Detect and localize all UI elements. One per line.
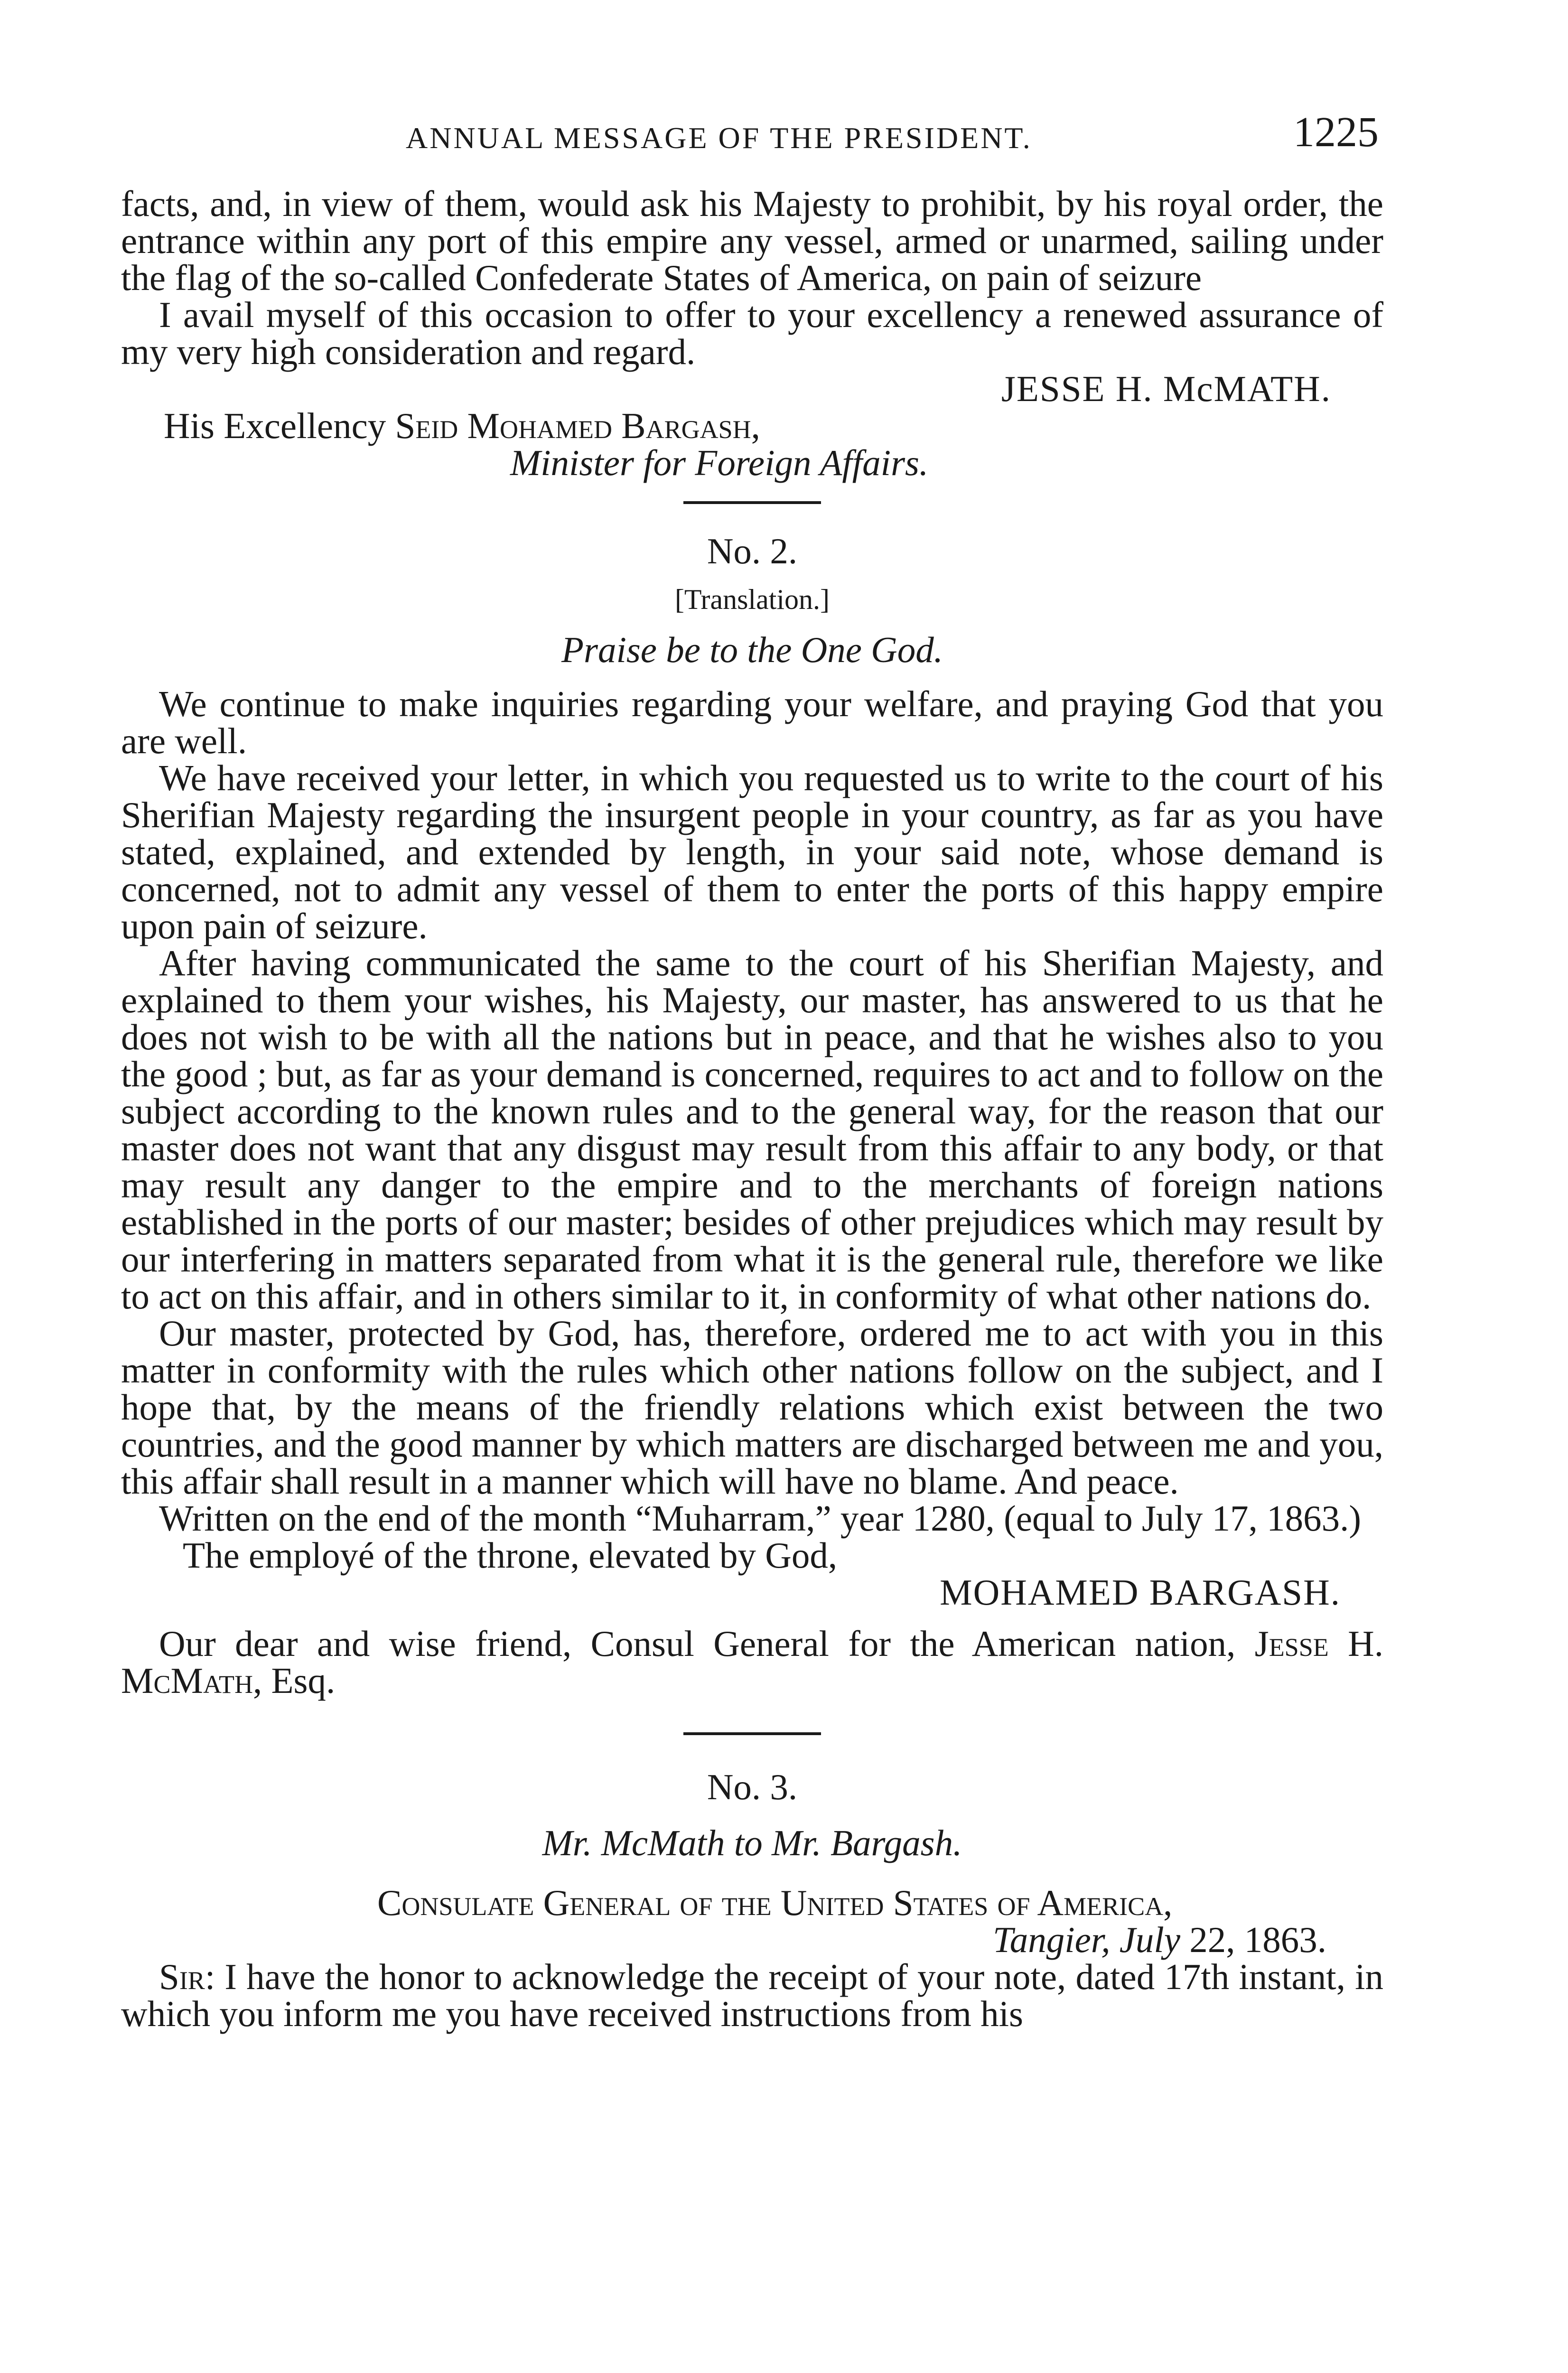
- letter-1-paragraph-2: I avail myself of this occasion to offer to your excellency a renewed assurance of my very high consideration and regard.: [121, 294, 1383, 372]
- letter-1-paragraph-1: facts, and, in view of them, would ask his Majesty to prohibit, by his royal order, the entrance within any port of this empire any vessel, armed or unarmed, sailing under the flag of the so-called Confederate States of America, on pain of seizure: [121, 183, 1383, 298]
- invocation: Praise be to the One God.: [561, 629, 943, 670]
- addressee-role: Minister for Foreign Affairs.: [510, 442, 929, 483]
- salutation: Sir:: [159, 1956, 215, 1997]
- addressee-name: Seid Mohamed Bargash,: [395, 405, 760, 446]
- document-3-date: [121, 1921, 1383, 1958]
- letter-1-addressee: [164, 407, 1383, 444]
- document-3-heading: Consulate General of the United States of America,: [377, 1882, 1173, 1923]
- document-3: [121, 1768, 1383, 2032]
- document-3-paragraph-1: [121, 1958, 1383, 2032]
- section-divider-2: [683, 1732, 821, 1735]
- document-2-paragraph-2: We have received your letter, in which you requested us to write to the court of his Sherifian Majesty regarding the insurgent people in your country, as far as you have stated, explained, and extended by length, in your said note, whose demand is concerned, not to admit any vessel of them to enter the ports of this happy empire upon pain of seizure.: [121, 757, 1383, 946]
- recipient-name-last: H. McMath,: [121, 1623, 1383, 1701]
- document-3-body: I have the honor to acknowledge the receipt of your note, dated 17th instant, in which you inform me you have received instructions from his: [121, 1956, 1383, 2034]
- document-3-title: Mr. McMath to Mr. Bargash.: [542, 1822, 962, 1863]
- translation-label: [Translation.]: [674, 584, 830, 615]
- document-2-paragraph-1: We continue to make inquiries regarding your welfare, and praying God that you are well.: [121, 683, 1383, 761]
- document-2-recipient: [121, 1625, 1383, 1699]
- recipient-name-first: Jesse: [1254, 1623, 1329, 1664]
- addressee-prefix: His Excellency: [164, 405, 386, 446]
- recipient-text: Our dear and wise friend, Consul General for the American nation,: [159, 1623, 1236, 1664]
- date-rest: 22, 1863.: [1189, 1919, 1326, 1960]
- recipient-suffix: Esq.: [271, 1660, 336, 1701]
- document-3-number: No. 3.: [707, 1766, 798, 1807]
- date-month: July: [1119, 1919, 1180, 1960]
- document-2: [121, 533, 1383, 1699]
- document-2-paragraph-3: After having communicated the same to the court of his Sherifian Majesty, and explained to them your wishes, his Majesty, our master, has answered to us that he does not wish to be with all the nations but in peace, and that he wishes also to you the good ; but, as far as your demand is concerned, requires to act and to follow on the subject according to the known rules and to the general way, for the reason that our master does not want that any disgust may result from this affair to any body, or that may result any danger to the empire and to the merchants of foreign nations established in the ports of our master; besides of other prejudices which may result by our interfering in matters separated from what it is the general rule, therefore we like to act on this affair, and in others similar to it, in conformity of what other nations do.: [121, 943, 1383, 1317]
- document-2-number: No. 2.: [707, 531, 798, 571]
- page-header: [121, 109, 1383, 185]
- letter-1: [121, 185, 1383, 481]
- document-2-closing: The employé of the throne, elevated by God,: [183, 1535, 838, 1576]
- document-2-paragraph-5: Written on the end of the month “Muharram,” year 1280, (equal to July 17, 1863.): [159, 1498, 1361, 1539]
- section-divider-1: [683, 501, 821, 504]
- date-place: Tangier,: [992, 1919, 1111, 1960]
- letter-1-signature: JESSE H. McMATH.: [1001, 368, 1331, 409]
- document-2-paragraph-4: Our master, protected by God, has, therefore, ordered me to act with you in this matter in conformity with the rules which other nations follow on the subject, and I hope that, by the means of the friendly relations which exist between the two countries, and the good manner by which matters are discharged between me and you, this affair shall result in a manner which will have no blame. And peace.: [121, 1313, 1383, 1502]
- page-number: 1225: [1293, 109, 1379, 156]
- document-page: [121, 109, 1383, 2034]
- running-head: ANNUAL MESSAGE OF THE PRESIDENT.: [406, 121, 1032, 155]
- document-2-signer: MOHAMED BARGASH.: [940, 1572, 1341, 1613]
